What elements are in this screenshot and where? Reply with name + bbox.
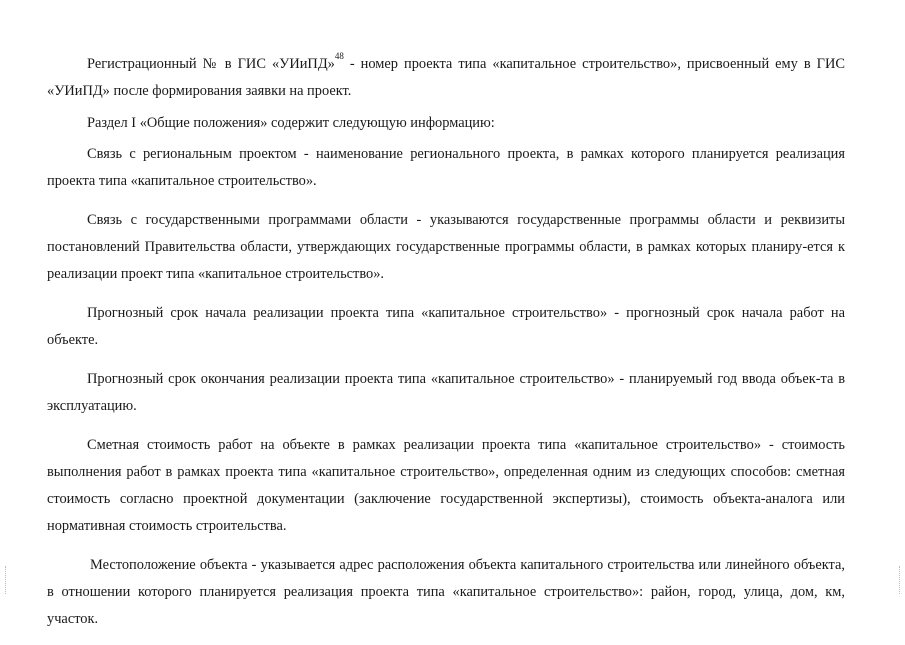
- left-edge-mark: [5, 566, 7, 594]
- paragraph-start-date: Прогнозный срок начала реализации проекта типа «капитальное строительство» - прогнозный срок начала работ на объекте.: [47, 305, 845, 348]
- paragraph-estimated-cost: Сметная стоимость работ на объекте в рамках реализации проекта типа «капитальное строительство» - стоимость выполнения работ в рамках проекта типа «капитальное строительство», определенная одним из следующих способов: сметная стоимость согласно проектной документации (заключение государственной экспертизы), стоимость объекта-аналога или нормативная стоимость строительства.: [47, 437, 845, 534]
- document-body: [47, 51, 845, 645]
- footnote-reference[interactable]: 48: [334, 51, 344, 61]
- paragraph-text: Регистрационный № в ГИС «УИиПД»: [87, 56, 335, 72]
- paragraph-end-date: Прогнозный срок окончания реализации проекта типа «капитальное строительство» - планируемый год ввода объек-та в эксплуатацию.: [47, 371, 845, 414]
- paragraph-regional-project: Связь с региональным проектом - наименование регионального проекта, в рамках которого планируется реализация проекта типа «капитальное строительство».: [47, 146, 845, 189]
- right-edge-mark: [899, 566, 901, 594]
- paragraph-section-one-intro: Раздел I «Общие положения» содержит следующую информацию:: [87, 115, 495, 131]
- paragraph-registration-number: [47, 51, 845, 105]
- paragraph-state-programs: Связь с государственными программами области - указываются государственные программы области и реквизиты постановлений Правительства области, утверждающих государственные программы области, в рамках которых планиру-ется к реализации проект типа «капитальное строительство».: [47, 212, 845, 282]
- paragraph-object-location: Местоположение объекта - указывается адрес расположения объекта капитального строительства или линейного объекта, в отношении которого планируется реализация проекта типа «капитальное строительство»: район, город, улица, дом, км, участок.: [47, 557, 845, 627]
- paragraph-text: - номер проекта типа «капитальное строительство», присвоенный ему в ГИС «УИиПД» после формирования заявки на проект.: [47, 56, 845, 99]
